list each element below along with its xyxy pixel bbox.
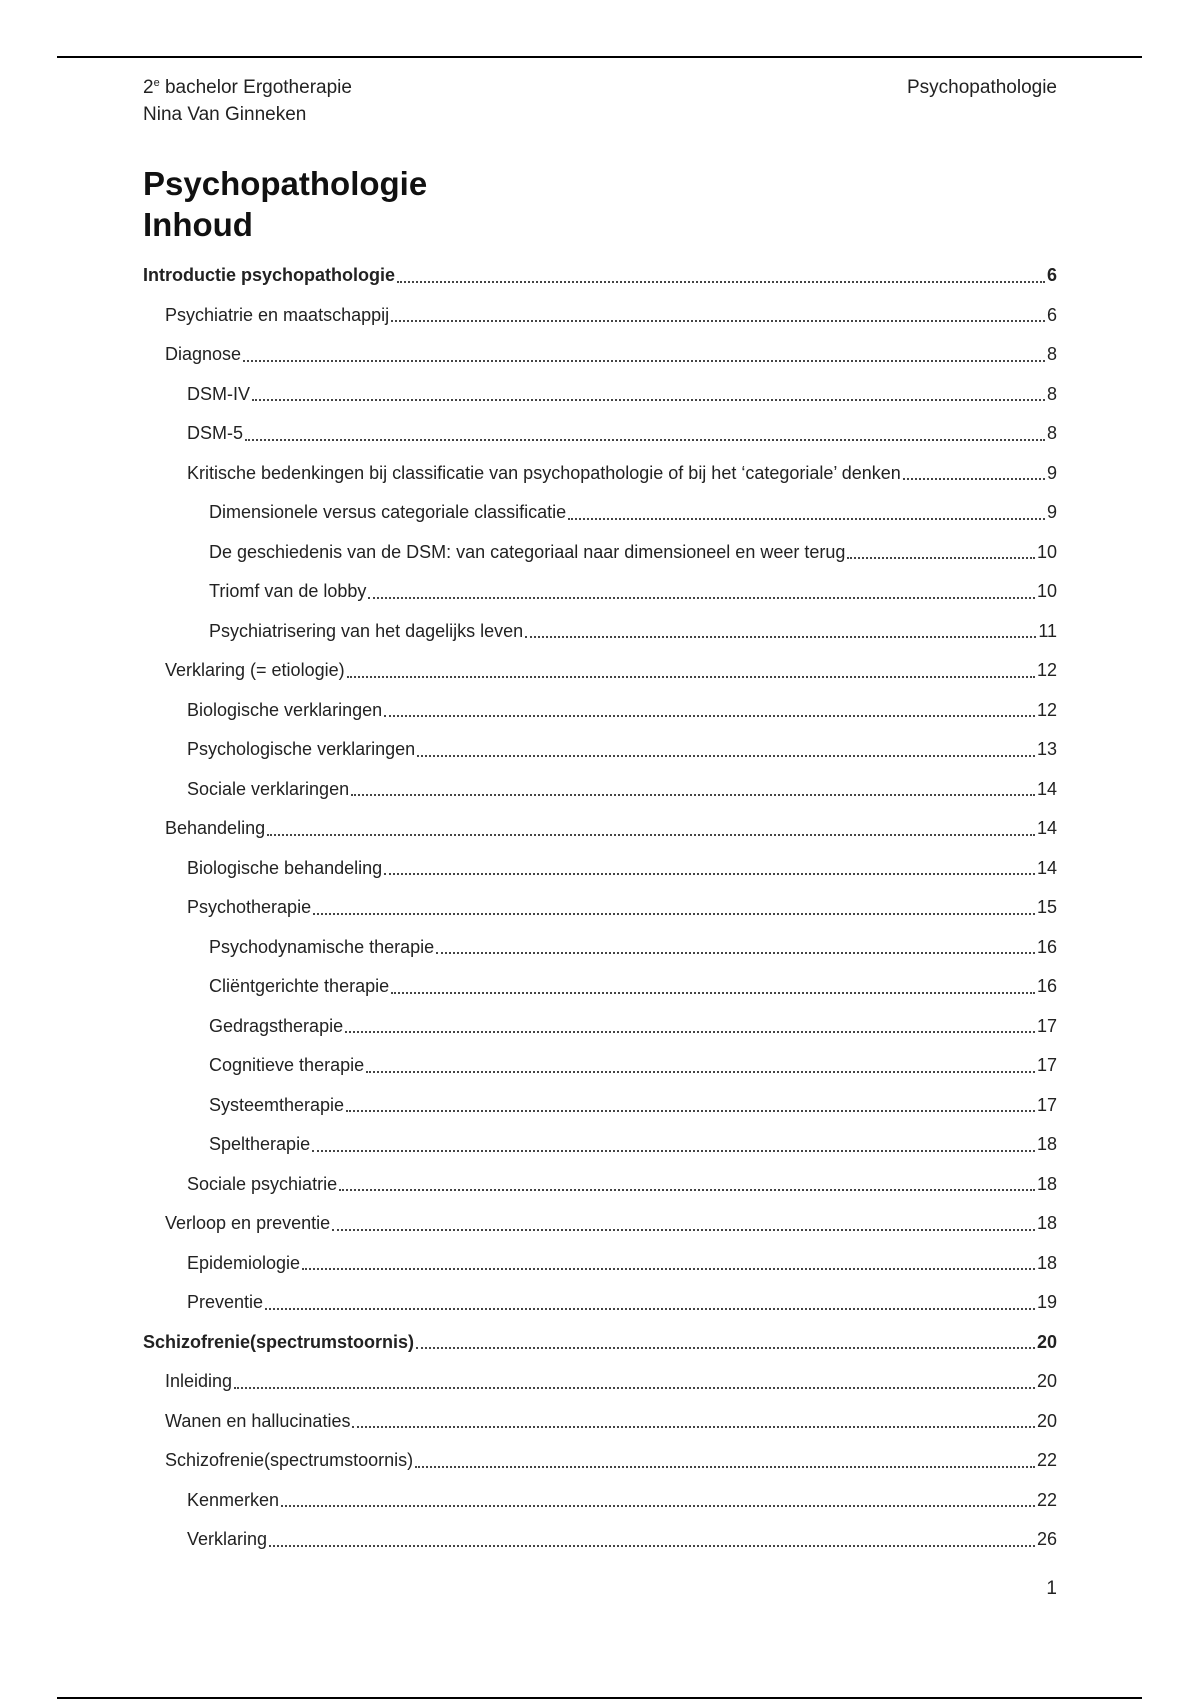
toc-dot-leader [339,1189,1035,1191]
toc-entry[interactable] [143,1362,1057,1402]
toc-entry[interactable] [143,414,1057,454]
toc-entry-title: Psychologische verklaringen [187,739,416,760]
toc-entry-page: 16 [1036,936,1057,957]
toc-entry-page: 18 [1036,1173,1057,1194]
toc-entry[interactable] [143,928,1057,968]
toc-entry[interactable] [143,1441,1057,1481]
toc-entry-title: DSM-IV [187,383,250,404]
toc-dot-leader [269,1545,1035,1547]
toc-dot-leader [384,715,1035,717]
toc-entry-title: Speltherapie [209,1134,311,1155]
toc-entry-title: Systeemtherapie [209,1094,345,1115]
toc-entry-title: Diagnose [165,344,242,365]
toc-dot-leader [415,1466,1035,1468]
toc-entry-page: 10 [1036,541,1057,562]
toc-entry-title: Wanen en hallucinaties [165,1410,351,1431]
toc-entry-page: 17 [1036,1015,1057,1036]
toc-entry-page: 9 [1046,502,1057,523]
toc-entry-title: Sociale verklaringen [187,778,350,799]
toc-entry-page: 18 [1036,1213,1057,1234]
header-subject: Psychopathologie [907,77,1057,98]
toc-entry[interactable] [143,375,1057,415]
toc-dot-leader [417,755,1035,757]
toc-entry-title: De geschiedenis van de DSM: van categoriaal naar dimensioneel en weer terug [209,541,846,562]
toc-entry-page: 15 [1036,897,1057,918]
toc-entry[interactable] [143,1204,1057,1244]
toc-entry-title: Verloop en preventie [165,1213,331,1234]
toc-entry[interactable] [143,888,1057,928]
toc-entry[interactable] [143,493,1057,533]
toc-dot-leader [436,952,1035,954]
toc-dot-leader [265,1308,1035,1310]
toc-entry[interactable] [143,1125,1057,1165]
toc-entry[interactable] [143,1402,1057,1442]
toc-dot-leader [243,360,1045,362]
toc-entry[interactable] [143,730,1057,770]
toc-dot-leader [302,1268,1035,1270]
toc-entry-title: Sociale psychiatrie [187,1173,338,1194]
toc-dot-leader [525,636,1036,638]
footer-rule [57,1697,1142,1699]
toc-entry-title: Psychodynamische therapie [209,936,435,957]
toc-dot-leader [281,1505,1035,1507]
toc-entry-page: 20 [1036,1371,1057,1392]
page-title: Psychopathologie [143,165,428,202]
toc-entry[interactable] [143,335,1057,375]
toc-dot-leader [245,439,1045,441]
toc-entry-page: 8 [1046,423,1057,444]
toc-entry-page: 8 [1046,344,1057,365]
toc-entry[interactable] [143,454,1057,494]
toc-entry-page: 14 [1036,857,1057,878]
toc-dot-leader [234,1387,1035,1389]
toc-dot-leader [352,1426,1035,1428]
toc-entry-title: Introductie psychopathologie [143,265,396,286]
toc-dot-leader [347,676,1035,678]
toc-entry[interactable] [143,533,1057,573]
toc-dot-leader [366,1071,1035,1073]
toc-entry[interactable] [143,572,1057,612]
toc-entry-title: Verklaring (= etiologie) [165,660,345,681]
toc-entry-title: Kritische bedenkingen bij classificatie van psychopathologie of bij het ‘categoriale’ denken [187,462,901,483]
toc-dot-leader [391,992,1035,994]
toc-entry-page: 18 [1036,1252,1057,1273]
page-header [143,74,1057,128]
toc-entry[interactable] [143,1046,1057,1086]
toc-entry-title: Cliëntgerichte therapie [209,976,390,997]
toc-dot-leader [847,557,1035,559]
toc-dot-leader [252,399,1045,401]
toc-entry[interactable] [143,691,1057,731]
toc-entry-title: Kenmerken [187,1489,280,1510]
toc-dot-leader [267,834,1035,836]
header-author: Nina Van Ginneken [143,104,307,125]
toc-entry-title: Epidemiologie [187,1252,301,1273]
toc-dot-leader [346,1110,1035,1112]
toc-entry-page: 20 [1036,1331,1057,1352]
toc-entry-title: Schizofrenie(spectrumstoornis) [143,1331,415,1352]
header-course: 2e bachelor Ergotherapie [143,77,352,98]
toc-entry[interactable] [143,1520,1057,1560]
toc-entry-title: Gedragstherapie [209,1015,344,1036]
toc-entry-page: 12 [1036,660,1057,681]
toc-entry-page: 20 [1036,1410,1057,1431]
toc-entry-title: Verklaring [187,1529,268,1550]
title-block [143,163,427,245]
toc-entry[interactable] [143,1165,1057,1205]
toc-entry[interactable] [143,849,1057,889]
toc-entry-page: 14 [1036,778,1057,799]
toc-dot-leader [391,320,1045,322]
toc-entry-title: Biologische behandeling [187,857,383,878]
toc-entry-title: DSM-5 [187,423,244,444]
toc-entry-page: 17 [1036,1094,1057,1115]
toc-entry-page: 17 [1036,1055,1057,1076]
toc-entry[interactable] [143,967,1057,1007]
toc-entry[interactable] [143,296,1057,336]
toc-entry-title: Biologische verklaringen [187,699,383,720]
toc-entry-page: 19 [1036,1292,1057,1313]
toc-entry-title: Psychiatrie en maatschappij [165,304,390,325]
toc-entry-page: 16 [1036,976,1057,997]
toc-entry-page: 14 [1036,818,1057,839]
toc-entry[interactable] [143,612,1057,652]
toc-dot-leader [332,1229,1035,1231]
table-of-contents [143,256,1057,1560]
toc-entry[interactable] [143,256,1057,296]
toc-dot-leader [384,873,1035,875]
toc-entry[interactable] [143,651,1057,691]
toc-entry-page: 13 [1036,739,1057,760]
toc-dot-leader [312,1150,1035,1152]
toc-entry[interactable] [143,1086,1057,1126]
toc-entry-title: Psychotherapie [187,897,312,918]
toc-entry-title: Schizofrenie(spectrumstoornis) [165,1450,414,1471]
toc-dot-leader [903,478,1045,480]
toc-heading: Inhoud [143,206,253,243]
toc-entry-page: 6 [1046,304,1057,325]
toc-entry-title: Preventie [187,1292,264,1313]
toc-entry[interactable] [143,1244,1057,1284]
toc-entry-title: Psychiatrisering van het dagelijks leven [209,620,524,641]
toc-entry-page: 22 [1036,1489,1057,1510]
toc-entry-title: Behandeling [165,818,266,839]
toc-entry-page: 9 [1046,462,1057,483]
toc-entry[interactable] [143,1323,1057,1363]
toc-dot-leader [313,913,1035,915]
toc-entry-title: Cognitieve therapie [209,1055,365,1076]
toc-entry-page: 8 [1046,383,1057,404]
toc-entry-page: 11 [1038,620,1057,641]
toc-dot-leader [368,597,1035,599]
toc-entry-page: 22 [1036,1450,1057,1471]
toc-entry-page: 6 [1046,265,1057,286]
toc-entry-title: Dimensionele versus categoriale classificatie [209,502,567,523]
toc-entry-title: Inleiding [165,1371,233,1392]
toc-entry-page: 12 [1036,699,1057,720]
toc-entry[interactable] [143,1481,1057,1521]
toc-entry[interactable] [143,770,1057,810]
toc-dot-leader [416,1347,1035,1349]
header-rule [57,56,1142,58]
header-left [143,74,352,128]
toc-dot-leader [345,1031,1035,1033]
toc-dot-leader [568,518,1045,520]
toc-entry[interactable] [143,1283,1057,1323]
toc-entry-title: Triomf van de lobby [209,581,367,602]
toc-dot-leader [351,794,1035,796]
toc-entry[interactable] [143,1007,1057,1047]
toc-entry-page: 18 [1036,1134,1057,1155]
toc-entry-page: 10 [1036,581,1057,602]
toc-entry[interactable] [143,809,1057,849]
toc-entry-page: 26 [1036,1529,1057,1550]
toc-dot-leader [397,281,1045,283]
page-number: 1 [1046,1578,1057,1599]
